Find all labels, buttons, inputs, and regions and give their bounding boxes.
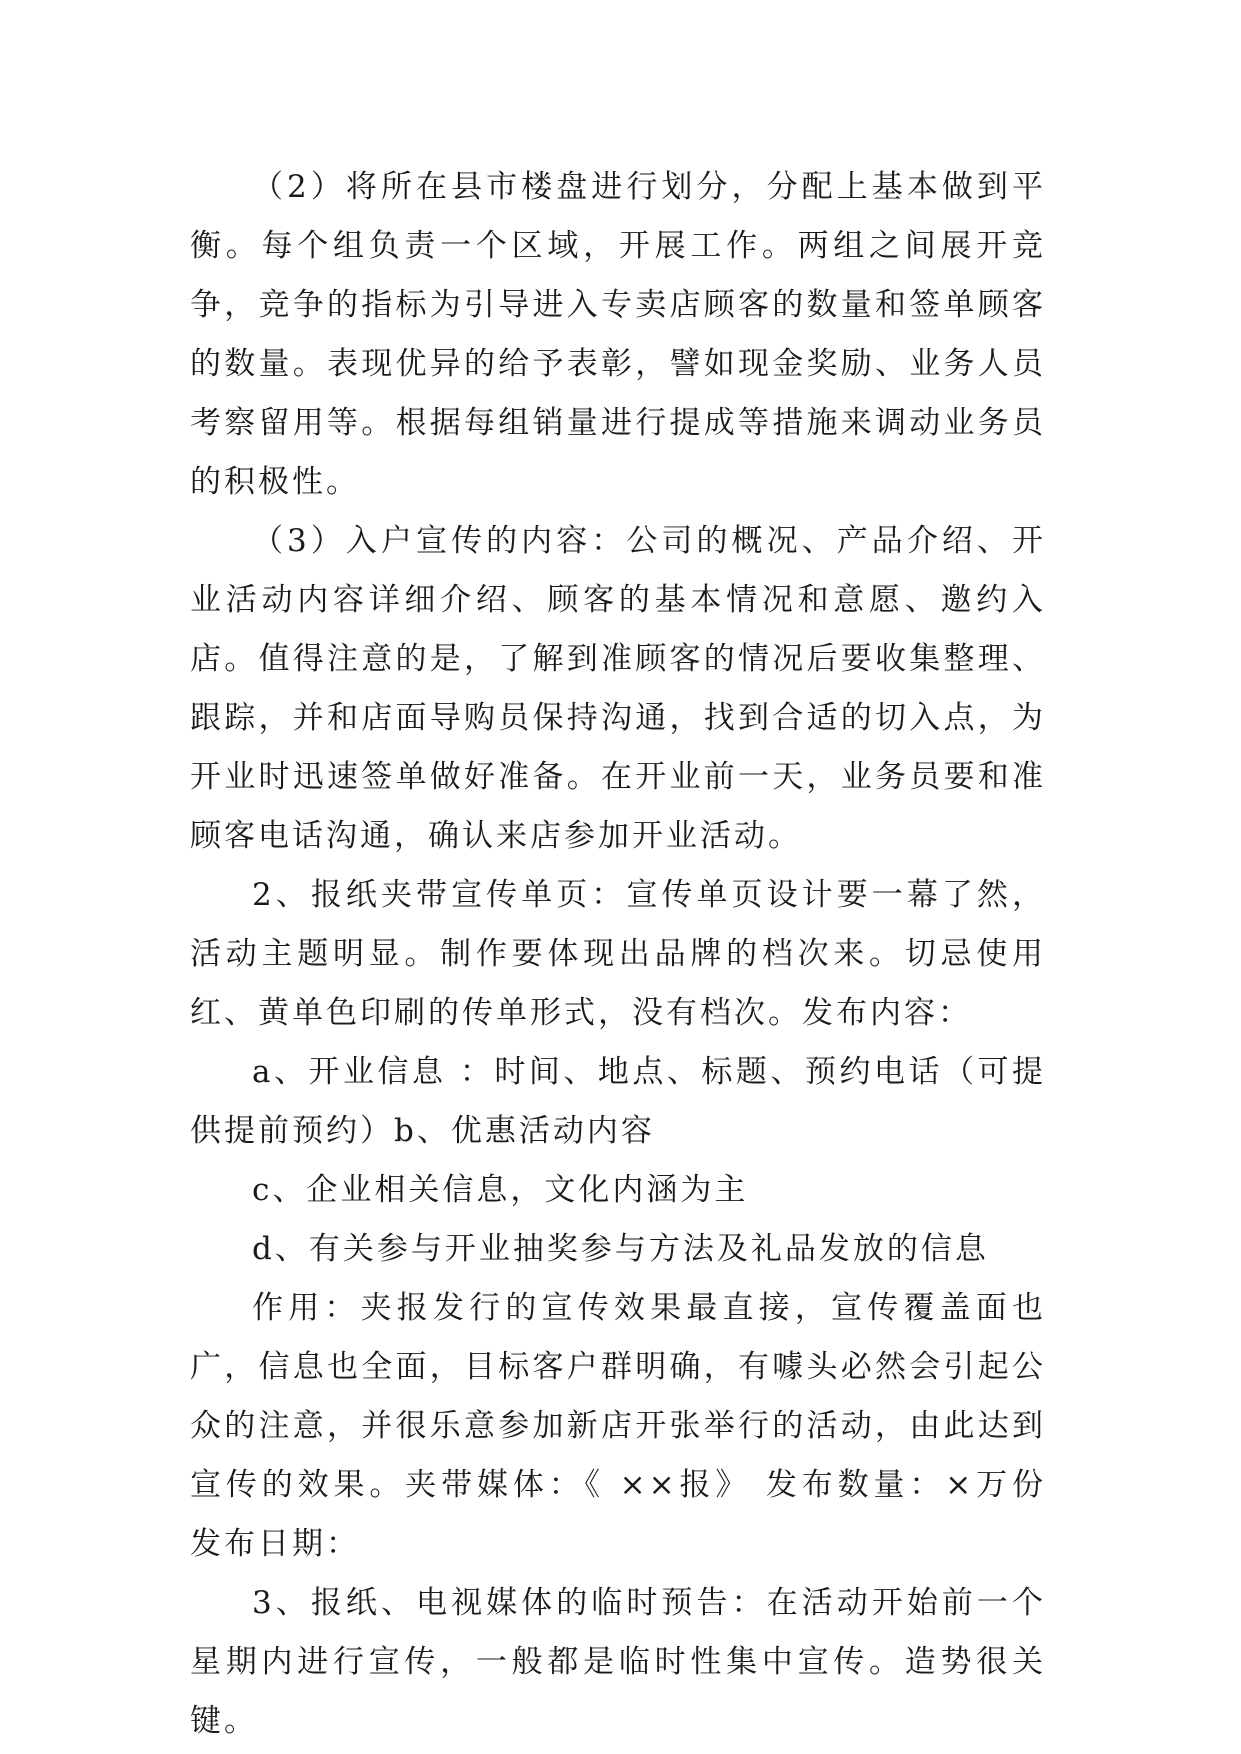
paragraph-door-to-door-content: （3）入户宣传的内容：公司的概况、产品介绍、开业活动内容详细介绍、顾客的基本情况和意愿、邀约入店。值得注意的是，了解到准顾客的情况后要收集整理、跟踪，并和店面导购员保持沟通，找到合适的切入点，为开业时迅速签单做好准备。在开业前一天，业务员要和准顾客电话沟通，确认来店参加开业活动。 (190, 523, 1046, 854)
list-item-opening-info: a、开业信息 ：时间、地点、标题、预约电话（可提供提前预约）b、优惠活动内容 (190, 1054, 1046, 1149)
paragraph-effect: 作用：夹报发行的宣传效果最直接，宣传覆盖面也广，信息也全面，目标客户群明确，有噱头必然会引起公众的注意，并很乐意参加新店开张举行的活动，由此达到宣传的效果。夹带媒体：《 ××报》 发布数量：×万份 发布日期： (190, 1290, 1059, 1562)
paragraph-newspaper-flyer: 2、报纸夹带宣传单页：宣传单页设计要一幕了然，活动主题明显。制作要体现出品牌的档次来。切忌使用红、黄单色印刷的传单形式，没有档次。发布内容： (190, 877, 1046, 1031)
document-body (190, 158, 1059, 1751)
list-item-company-info: c、企业相关信息，文化内涵为主 (252, 1172, 749, 1208)
paragraph-district-division: （2）将所在县市楼盘进行划分，分配上基本做到平衡。每个组负责一个区域，开展工作。两组之间展开竞争，竞争的指标为引导进入专卖店顾客的数量和签单顾客的数量。表现优异的给予表彰，譬如现金奖励、业务人员考察留用等。根据每组销量进行提成等措施来调动业务员的积极性。 (190, 169, 1046, 500)
paragraph-media-preview: 3、报纸、电视媒体的临时预告：在活动开始前一个星期内进行宣传，一般都是临时性集中宣传。造势很关键。 (190, 1585, 1046, 1739)
list-item-lottery-info: d、有关参与开业抽奖参与方法及礼品发放的信息 (252, 1231, 989, 1267)
